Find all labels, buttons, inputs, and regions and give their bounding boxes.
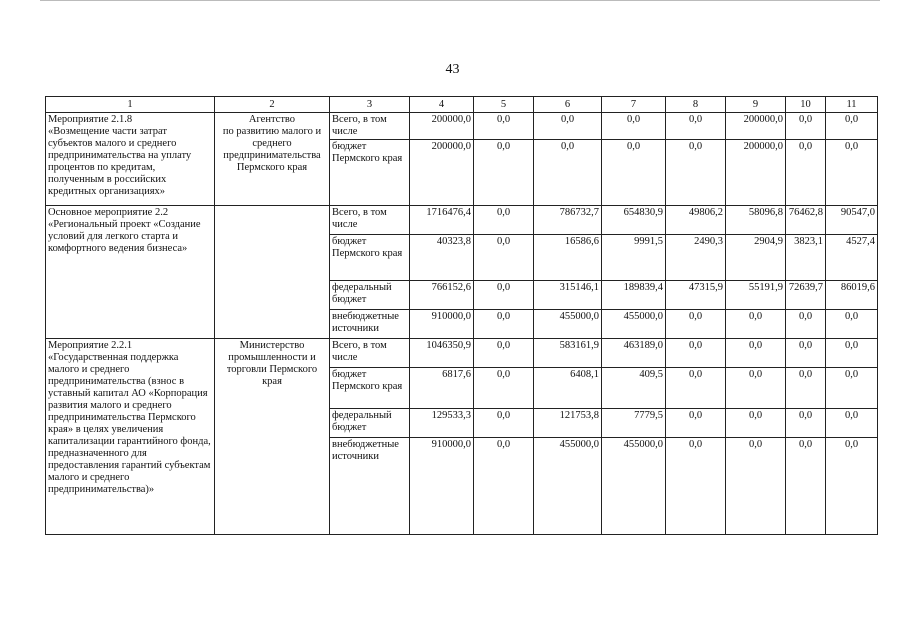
amount-cell: 0,0 (726, 368, 786, 409)
amount-cell: 0,0 (534, 113, 602, 140)
amount-cell: 3823,1 (786, 235, 826, 281)
executor-cell: Министерство промышленности и торговли Пермского края (215, 339, 330, 535)
column-header: 10 (786, 97, 826, 113)
amount-cell: 0,0 (474, 281, 534, 310)
amount-cell: 9991,5 (602, 235, 666, 281)
column-header: 9 (726, 97, 786, 113)
amount-cell: 0,0 (474, 409, 534, 438)
activity-name-cell: Мероприятие 2.1.8 «Возмещение части затрат субъектов малого и среднего предпринимательства на уплату процентов по кредитам, полученным в российских кредитных организациях» (46, 113, 215, 206)
column-header: 8 (666, 97, 726, 113)
amount-cell: 0,0 (826, 438, 878, 535)
amount-cell: 7779,5 (602, 409, 666, 438)
amount-cell: 4527,4 (826, 235, 878, 281)
amount-cell: 0,0 (474, 140, 534, 206)
amount-cell: 49806,2 (666, 206, 726, 235)
funding-source-cell: бюджет Пермского края (330, 235, 410, 281)
funding-source-cell: федеральный бюджет (330, 409, 410, 438)
amount-cell: 766152,6 (410, 281, 474, 310)
amount-cell: 0,0 (666, 438, 726, 535)
funding-source-cell: Всего, в том числе (330, 206, 410, 235)
amount-cell: 0,0 (726, 310, 786, 339)
amount-cell: 0,0 (474, 438, 534, 535)
amount-cell: 0,0 (786, 339, 826, 368)
column-header: 5 (474, 97, 534, 113)
amount-cell: 409,5 (602, 368, 666, 409)
amount-cell: 0,0 (474, 368, 534, 409)
amount-cell: 0,0 (666, 113, 726, 140)
funding-source-cell: Всего, в том числе (330, 113, 410, 140)
amount-cell: 583161,9 (534, 339, 602, 368)
amount-cell: 0,0 (602, 113, 666, 140)
amount-cell: 0,0 (474, 339, 534, 368)
amount-cell: 910000,0 (410, 310, 474, 339)
table-body (46, 113, 878, 535)
amount-cell: 0,0 (602, 140, 666, 206)
activity-name-cell: Основное мероприятие 2.2 «Региональный проект «Создание условий для легкого старта и комфортного ведения бизнеса» (46, 206, 215, 339)
amount-cell: 6817,6 (410, 368, 474, 409)
amount-cell: 76462,8 (786, 206, 826, 235)
header-row (46, 97, 878, 113)
amount-cell: 910000,0 (410, 438, 474, 535)
amount-cell: 0,0 (786, 310, 826, 339)
amount-cell: 0,0 (474, 310, 534, 339)
funding-source-cell: внебюджетные источники (330, 438, 410, 535)
table-row (46, 113, 878, 140)
amount-cell: 0,0 (786, 368, 826, 409)
amount-cell: 0,0 (666, 339, 726, 368)
amount-cell: 200000,0 (726, 140, 786, 206)
amount-cell: 0,0 (786, 113, 826, 140)
amount-cell: 58096,8 (726, 206, 786, 235)
amount-cell: 0,0 (826, 368, 878, 409)
table-row (46, 339, 878, 368)
column-header: 2 (215, 97, 330, 113)
amount-cell: 0,0 (666, 409, 726, 438)
amount-cell: 47315,9 (666, 281, 726, 310)
column-header: 1 (46, 97, 215, 113)
amount-cell: 0,0 (826, 113, 878, 140)
funding-source-cell: бюджет Пермского края (330, 140, 410, 206)
amount-cell: 0,0 (726, 339, 786, 368)
funding-source-cell: бюджет Пермского края (330, 368, 410, 409)
table-row (46, 206, 878, 235)
page-number: 43 (445, 62, 460, 77)
amount-cell: 0,0 (726, 438, 786, 535)
amount-cell: 2904,9 (726, 235, 786, 281)
amount-cell: 1046350,9 (410, 339, 474, 368)
column-header: 4 (410, 97, 474, 113)
amount-cell: 0,0 (666, 310, 726, 339)
budget-table (45, 96, 878, 535)
amount-cell: 0,0 (786, 438, 826, 535)
amount-cell: 0,0 (474, 113, 534, 140)
funding-source-cell: федеральный бюджет (330, 281, 410, 310)
amount-cell: 0,0 (666, 140, 726, 206)
top-border-line (40, 0, 880, 1)
column-header: 6 (534, 97, 602, 113)
amount-cell: 0,0 (786, 409, 826, 438)
amount-cell: 315146,1 (534, 281, 602, 310)
amount-cell: 72639,7 (786, 281, 826, 310)
amount-cell: 455000,0 (534, 438, 602, 535)
amount-cell: 55191,9 (726, 281, 786, 310)
amount-cell: 200000,0 (726, 113, 786, 140)
amount-cell: 1716476,4 (410, 206, 474, 235)
amount-cell: 0,0 (534, 140, 602, 206)
amount-cell: 0,0 (726, 409, 786, 438)
amount-cell: 455000,0 (534, 310, 602, 339)
amount-cell: 0,0 (826, 409, 878, 438)
amount-cell: 455000,0 (602, 310, 666, 339)
column-header: 7 (602, 97, 666, 113)
funding-source-cell: внебюджетные источники (330, 310, 410, 339)
amount-cell: 0,0 (826, 339, 878, 368)
amount-cell: 6408,1 (534, 368, 602, 409)
amount-cell: 200000,0 (410, 113, 474, 140)
amount-cell: 86019,6 (826, 281, 878, 310)
amount-cell: 2490,3 (666, 235, 726, 281)
amount-cell: 40323,8 (410, 235, 474, 281)
amount-cell: 0,0 (826, 310, 878, 339)
executor-cell (215, 206, 330, 339)
amount-cell: 200000,0 (410, 140, 474, 206)
amount-cell: 16586,6 (534, 235, 602, 281)
column-header: 3 (330, 97, 410, 113)
amount-cell: 455000,0 (602, 438, 666, 535)
amount-cell: 121753,8 (534, 409, 602, 438)
executor-cell: Агентство по развитию малого и среднего предпринимательства Пермского края (215, 113, 330, 206)
funding-source-cell: Всего, в том числе (330, 339, 410, 368)
amount-cell: 0,0 (666, 368, 726, 409)
column-header: 11 (826, 97, 878, 113)
amount-cell: 463189,0 (602, 339, 666, 368)
amount-cell: 90547,0 (826, 206, 878, 235)
amount-cell: 129533,3 (410, 409, 474, 438)
amount-cell: 654830,9 (602, 206, 666, 235)
amount-cell: 189839,4 (602, 281, 666, 310)
activity-name-cell: Мероприятие 2.2.1 «Государственная поддержка малого и среднего предпринимательства (взнос в уставный капитал АО «Корпорация развития малого и среднего предпринимательства Пермского края» в целях увеличения капитализации гарантийного фонда, предназначенного для предоставления гарантий субъектам малого и среднего предпринимательства)» (46, 339, 215, 535)
amount-cell: 0,0 (786, 140, 826, 206)
amount-cell: 0,0 (826, 140, 878, 206)
amount-cell: 0,0 (474, 206, 534, 235)
amount-cell: 0,0 (474, 235, 534, 281)
amount-cell: 786732,7 (534, 206, 602, 235)
